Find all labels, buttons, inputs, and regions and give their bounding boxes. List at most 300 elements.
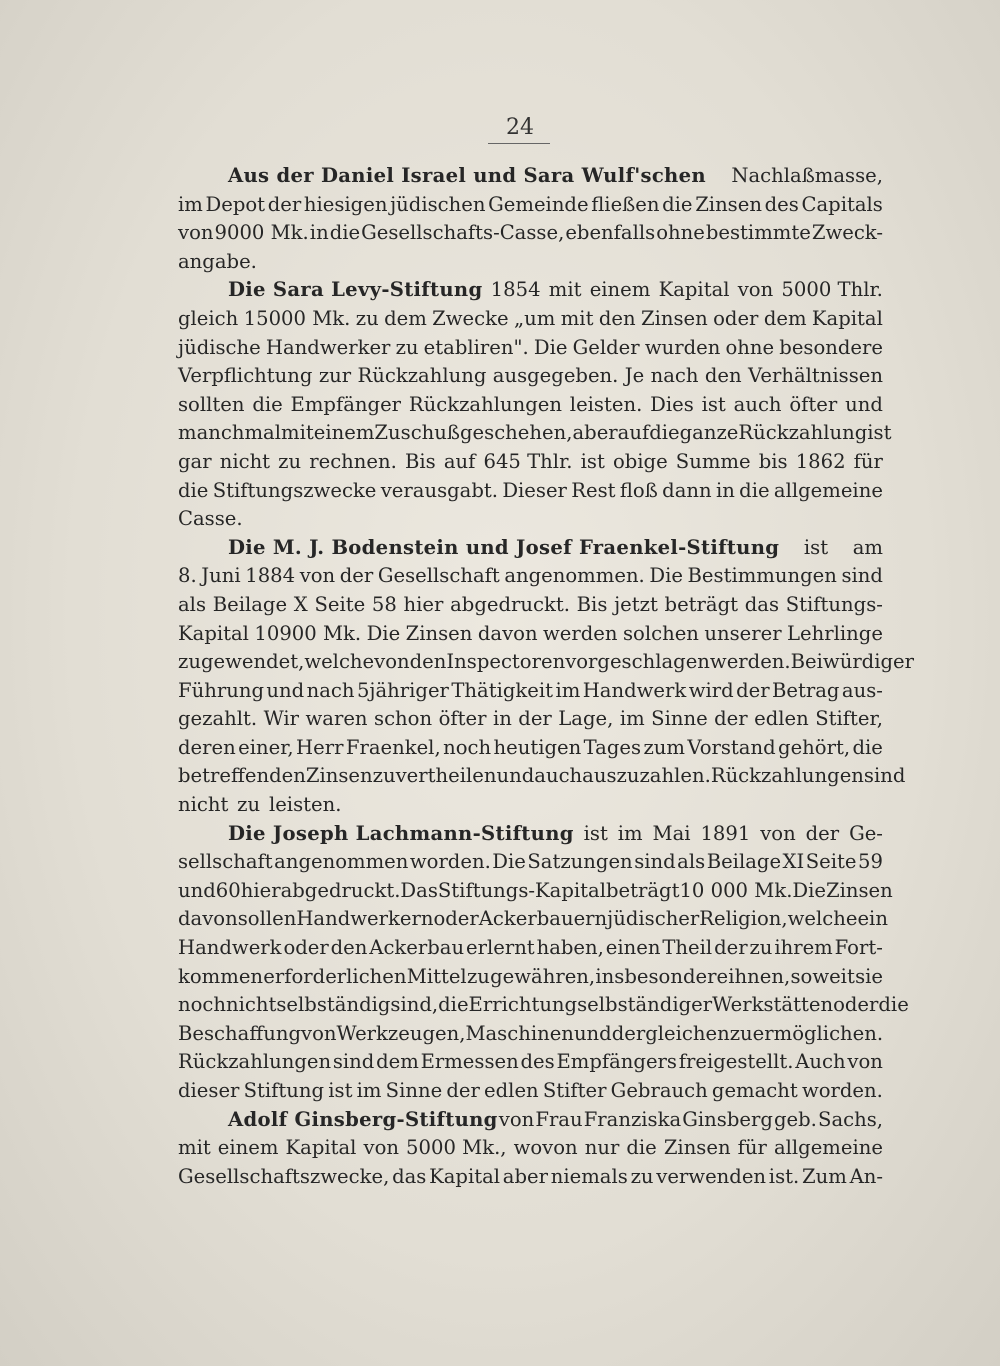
word: freigestellt. (678, 1050, 794, 1074)
word: 645 Thlr. (483, 449, 573, 473)
word: Lehrlinge (787, 621, 883, 645)
word: aus- (841, 678, 883, 702)
word: Gelder (572, 335, 640, 359)
word: das (744, 592, 780, 616)
word: Frau (535, 1107, 583, 1131)
word: der (805, 821, 840, 845)
word: am (852, 535, 883, 559)
word: Beilage (706, 850, 782, 874)
word: Zinsen (305, 764, 373, 788)
word: in (309, 221, 329, 245)
word: abgedruckt. (450, 592, 570, 616)
word: Seite (314, 592, 366, 616)
word: 59 (858, 850, 883, 874)
word: ist (701, 392, 726, 416)
word: fließen (591, 192, 660, 216)
word: waren (305, 707, 368, 731)
word: Das (400, 878, 438, 902)
word: 9000 Mk. (214, 221, 309, 245)
word: sind (332, 1050, 375, 1074)
word: von (847, 1050, 883, 1074)
word: würdiger (822, 650, 914, 674)
word: aber (572, 421, 618, 445)
word: Beschaffung (178, 1021, 302, 1045)
word: zur (318, 364, 352, 388)
word: ohne (725, 335, 775, 359)
word: angabe. (178, 249, 257, 273)
word: mit (281, 421, 314, 445)
word: einem (217, 1136, 279, 1160)
word: erlernt (466, 936, 535, 960)
word: edlen (484, 1079, 539, 1102)
word: Fort- (834, 936, 883, 960)
word: XI (782, 850, 805, 874)
word: Seite (805, 850, 857, 874)
word: Stiftungszwecke (212, 478, 377, 502)
word: Ackerbau (369, 936, 465, 960)
word: sind (841, 564, 883, 588)
word: gar (178, 449, 212, 473)
word: insbesondere (595, 964, 729, 988)
text-line (178, 762, 906, 791)
word: öfter (438, 707, 487, 731)
section-heading: Die M. J. Bodenstein und Josef Fraenkel-Stiftung (228, 535, 780, 559)
section-heading: Adolf Ginsberg-Stiftung (228, 1107, 498, 1131)
word: auf (443, 449, 476, 473)
word: Gebrauch (610, 1079, 708, 1102)
text-line (178, 934, 883, 963)
word: oder (283, 936, 329, 960)
word: Rückzahlungen (408, 392, 562, 416)
word: 1862 (795, 449, 846, 473)
word: im (617, 821, 643, 845)
word: die (649, 421, 680, 445)
word: jüdischen (390, 192, 486, 216)
word: Handwerker (265, 335, 391, 359)
word: ebenfalls (565, 221, 656, 245)
word: Werkzeugen, (336, 1021, 466, 1045)
word: 15000 Mk. (243, 306, 351, 330)
word: worden. (409, 850, 491, 874)
word: Zinsen (663, 1136, 731, 1160)
word: Rückzahlung (357, 364, 487, 388)
word: auf (617, 421, 650, 445)
word: der (736, 678, 770, 702)
word: betreffenden (178, 764, 306, 788)
word: Ginsberg (682, 1107, 773, 1131)
word: von (363, 1136, 399, 1160)
word: werden. (709, 650, 791, 674)
word: Juni (201, 564, 241, 588)
word: die (662, 192, 693, 216)
word: die (329, 221, 361, 245)
word: vertheilen (395, 764, 497, 788)
word: vorgeschlagen (565, 650, 710, 674)
word: manchmal (178, 421, 282, 445)
text-line (178, 505, 883, 534)
word: 5000 Mk., (406, 1136, 507, 1160)
word: für (853, 449, 883, 473)
word: gezahlt. (178, 707, 258, 731)
word: Religion, (699, 907, 788, 931)
word: schon (374, 707, 433, 731)
word: heutigen (493, 735, 582, 759)
word: ermöglichen. (752, 1021, 884, 1045)
word: Handwerk (582, 678, 687, 702)
word: An- (849, 1164, 883, 1188)
word: und (266, 678, 305, 702)
word: Zinsen (405, 621, 473, 645)
word: X (293, 592, 308, 616)
word: Gesellschafts-Casse, (361, 221, 565, 245)
word: Handwerk (178, 936, 282, 960)
word: Beilage (212, 592, 288, 616)
word: ist (580, 449, 605, 473)
word: der (714, 936, 748, 960)
word: sollen (237, 907, 297, 931)
word: Sinne (385, 1079, 443, 1102)
text-line (178, 905, 888, 934)
word: etabliren". (423, 335, 529, 359)
word: ohne (656, 221, 705, 245)
word: Auch (795, 1050, 846, 1074)
word: Werkstätten (712, 993, 834, 1017)
word: den (330, 936, 368, 960)
word: abgedruckt. (280, 878, 401, 902)
word: Rückzahlungen (710, 764, 864, 788)
word: 5000 Thlr. (781, 278, 883, 302)
word: Handwerkern (296, 907, 434, 931)
word: noch (443, 735, 492, 759)
word: Stiftungs- (785, 592, 883, 616)
section-heading: Aus der Daniel Israel und Sara Wulf'schen (228, 164, 706, 187)
word: für (737, 1136, 767, 1160)
word: mit (560, 306, 594, 330)
word: davon (477, 621, 538, 645)
word: Empfängers (556, 1050, 677, 1074)
word: Rückzahlung (738, 421, 868, 445)
word: 8. (178, 564, 197, 588)
word: sollten (178, 392, 245, 416)
word: Capitals (801, 192, 883, 216)
text-line (178, 1020, 883, 1049)
word: davon (178, 907, 238, 931)
word: zu (749, 936, 773, 960)
word: öfter (789, 392, 838, 416)
word: Gesellschaftszwecke, (178, 1164, 390, 1188)
word: dem (763, 306, 807, 330)
word: und (178, 878, 216, 902)
word: Rückzahlungen (178, 1050, 332, 1074)
word: besondere (779, 335, 883, 359)
word: des (764, 192, 799, 216)
text-line (178, 677, 883, 706)
word: niemals (550, 1164, 628, 1188)
text-line (178, 705, 883, 734)
text-line (178, 591, 883, 620)
word: „um (513, 306, 556, 330)
word: von (301, 1021, 337, 1045)
word: einem (589, 278, 651, 302)
word: sellschaft (178, 850, 273, 874)
word: Die (533, 335, 568, 359)
word: dieser (178, 1079, 240, 1102)
word: Inspectoren (446, 650, 566, 674)
word: nach (306, 678, 355, 702)
text-line (228, 276, 883, 305)
word: nicht (226, 993, 277, 1017)
word: von (760, 821, 796, 845)
text-line (178, 1077, 883, 1106)
word: Depot (205, 192, 266, 216)
word: ist (867, 421, 892, 445)
page-number: 24 (506, 115, 534, 140)
word: die (852, 735, 883, 759)
word: die (252, 392, 283, 416)
word: im (555, 678, 581, 702)
word: Herr (296, 735, 344, 759)
word: 10900 Mk. (254, 621, 362, 645)
word: von (299, 564, 336, 588)
word: geschehen, (460, 421, 573, 445)
word: und (573, 1021, 612, 1045)
word: Satzungen (527, 850, 633, 874)
word: Gesellschaft (377, 564, 500, 588)
word: die (626, 1136, 657, 1160)
word: ist. (768, 1164, 800, 1188)
word: welche (304, 650, 375, 674)
word: Sinne (651, 707, 708, 731)
word: Führung (178, 678, 264, 702)
word: die (739, 478, 770, 502)
page-number-rule (488, 143, 550, 144)
word: Casse. (178, 507, 243, 531)
section-heading: Die Joseph Lachmann-Stiftung (228, 821, 574, 845)
word: werden (543, 621, 618, 645)
word: zu (729, 1021, 753, 1045)
word: floß (619, 478, 658, 502)
word: hier (403, 592, 444, 616)
word: dem (376, 1050, 419, 1074)
word: ein (857, 907, 888, 931)
word: Maschinen (465, 1021, 574, 1045)
word: ganze (679, 421, 739, 445)
word: einem (313, 421, 375, 445)
word: beträgt (664, 592, 739, 616)
word: dann (662, 478, 712, 502)
word: worden. (801, 1079, 883, 1102)
text-line (178, 334, 883, 363)
word: Betrag (772, 678, 840, 702)
word: dem (384, 306, 427, 330)
word: angenommen. (504, 564, 645, 588)
word: erforderlichen (263, 964, 407, 988)
word: der (518, 707, 552, 731)
word: Die (492, 850, 526, 874)
text-line (228, 534, 883, 563)
word: angenommen (274, 850, 409, 874)
word: ist (583, 821, 608, 845)
word: den (704, 364, 742, 388)
word: Verpflichtung (178, 364, 313, 388)
word: Rest (571, 478, 616, 502)
word: der (267, 192, 302, 216)
word: sind, (390, 993, 439, 1017)
word: Vorstand (687, 735, 776, 759)
word: zum (643, 735, 685, 759)
word: zu (278, 449, 302, 473)
word: Stifter (542, 1079, 607, 1102)
word: 60 (215, 878, 241, 902)
text-line (178, 877, 893, 906)
word: von (498, 1107, 535, 1131)
word: der (714, 707, 748, 731)
word: zu (355, 306, 379, 330)
word: Kapital (429, 1164, 501, 1188)
text-line (178, 305, 883, 334)
text-line (178, 648, 914, 677)
word: das (392, 1164, 427, 1188)
word: zu (372, 764, 396, 788)
word: welche (787, 907, 858, 931)
text-line (178, 219, 883, 248)
word: die (438, 993, 469, 1017)
word: Zinsen (826, 878, 893, 902)
word: und (845, 392, 883, 416)
text-line (178, 419, 892, 448)
word: als (178, 592, 207, 616)
word: im (178, 192, 203, 216)
word: soweit (790, 964, 855, 988)
word: wovon (513, 1136, 578, 1160)
word: einer, (238, 735, 294, 759)
word: Ackerbauern (478, 907, 608, 931)
word: Nachlaßmasse, (731, 164, 883, 187)
word: auch (534, 764, 583, 788)
word: 10 000 Mk. (679, 878, 793, 902)
text-line (178, 391, 883, 420)
word: 1891 (700, 821, 751, 845)
word: Ge- (849, 821, 883, 845)
word: noch (178, 993, 227, 1017)
word: Kapital (285, 1136, 357, 1160)
word: nicht (178, 793, 229, 817)
word: 5jähriger (356, 678, 449, 702)
word: ist (803, 535, 829, 559)
word: gewähren, (490, 964, 596, 988)
word: gehört, (778, 735, 851, 759)
word: jüdische (178, 335, 261, 359)
word: verausgabt. (380, 478, 498, 502)
text-line (178, 191, 883, 220)
body-text (178, 162, 914, 1191)
word: oder (433, 907, 479, 931)
word: Dies (650, 392, 694, 416)
text-line (178, 562, 883, 591)
word: Die (649, 564, 683, 588)
word: Kapital (178, 621, 249, 645)
word: Kapital (658, 278, 730, 302)
word: Stifter, (815, 707, 883, 731)
word: edlen (754, 707, 809, 731)
text-line (178, 1134, 883, 1163)
word: Bis (404, 449, 436, 473)
word: mit (548, 278, 582, 302)
word: ausgegeben. (492, 364, 619, 388)
word: Ermessen (420, 1050, 519, 1074)
word: beträgt (605, 878, 680, 902)
word: zugewendet, (178, 650, 305, 674)
text-line (228, 162, 883, 191)
word: gemacht (711, 1079, 798, 1102)
word: Dieser (502, 478, 567, 502)
word: Gemeinde (488, 192, 589, 216)
word: Errichtung (468, 993, 578, 1017)
word: Stiftungs-Kapital (437, 878, 606, 902)
word: verwenden (656, 1164, 767, 1188)
word: allgemeine (773, 1136, 883, 1160)
word: von (374, 650, 410, 674)
word: zu (395, 335, 419, 359)
word: leisten. (569, 392, 643, 416)
word: Mai (652, 821, 691, 845)
text-line (178, 620, 883, 649)
word: auch (733, 392, 782, 416)
word: zu (466, 964, 490, 988)
word: von (178, 221, 214, 245)
word: Kapital (811, 306, 883, 330)
word: Summe (675, 449, 751, 473)
word: leisten. (268, 793, 342, 817)
word: zu (237, 793, 261, 817)
word: Zinsen (695, 192, 762, 216)
text-line (178, 1163, 883, 1192)
word: einen (605, 936, 661, 960)
word: Je (624, 364, 645, 388)
word: Sachs, (818, 1107, 883, 1131)
word: jüdischer (607, 907, 700, 931)
word: hier (240, 878, 281, 902)
word: Zinsen (640, 306, 708, 330)
word: Die (366, 621, 401, 645)
word: den (409, 650, 447, 674)
word: Zwecke (432, 306, 509, 330)
word: der (339, 564, 374, 588)
word: bis (758, 449, 788, 473)
word: jetzt (614, 592, 658, 616)
text-line (178, 848, 883, 877)
word: geb. (774, 1107, 817, 1131)
text-line (178, 248, 883, 277)
word: sie (855, 964, 883, 988)
word: unserer (704, 621, 782, 645)
word: auszuzahlen. (582, 764, 711, 788)
text-line (178, 963, 883, 992)
word: Theil (662, 936, 713, 960)
word: Tages (583, 735, 642, 759)
text-line (228, 1106, 883, 1135)
word: dergleichen (611, 1021, 730, 1045)
word: obige (612, 449, 668, 473)
word: die (178, 478, 209, 502)
text-line (178, 1048, 883, 1077)
word: im (619, 707, 645, 731)
word: selbständiger (577, 993, 713, 1017)
word: in (715, 478, 735, 502)
word: haben, (536, 936, 604, 960)
word: Zum (801, 1164, 847, 1188)
word: in (492, 707, 512, 731)
